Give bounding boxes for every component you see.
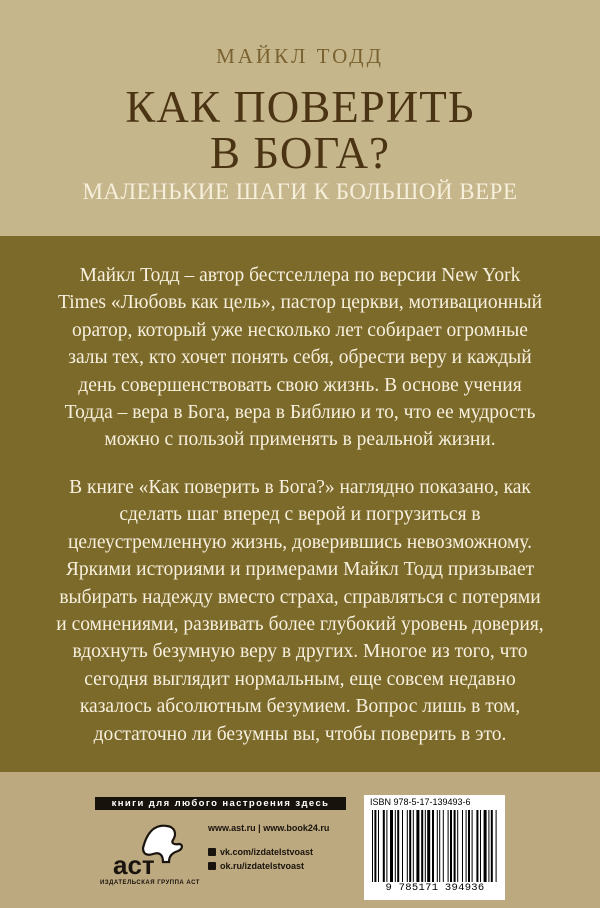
ok-link-text: ok.ru/izdatelstvoast [220, 861, 305, 871]
barcode-stripe [443, 810, 444, 882]
vk-link-text: vk.com/izdatelstvoast [220, 847, 314, 857]
barcode-stripe [476, 810, 478, 882]
publisher-logo [103, 818, 187, 888]
author-name: МАЙКЛ ТОДД [216, 44, 384, 68]
barcode-stripe [454, 810, 456, 882]
ok-icon [208, 862, 216, 870]
barcode-stripe [416, 810, 419, 882]
book-title [0, 84, 600, 176]
barcode-stripe [496, 810, 497, 882]
barcode-stripe [409, 810, 411, 882]
vk-icon [208, 848, 216, 856]
barcode-stripe [466, 810, 467, 882]
barcode-digits: 9 785171 394936 [385, 882, 485, 894]
publisher-tagline: книги для любого настроения здесь [95, 797, 346, 810]
barcode-stripe [472, 810, 473, 882]
barcode-stripe [390, 810, 393, 882]
barcode-stripe [378, 810, 379, 882]
publisher-group-name: ИЗДАТЕЛЬСКАЯ ГРУППА АСТ [100, 880, 200, 886]
barcode-stripe [488, 810, 489, 882]
barcode-stripe [421, 810, 423, 882]
barcode-stripe [374, 810, 376, 882]
barcode-stripe [397, 810, 399, 882]
barcode-stripe [432, 810, 434, 882]
barcode [364, 795, 505, 900]
barcode-stripe [407, 810, 408, 882]
barcode-stripe [480, 810, 481, 882]
barcode-stripe [425, 810, 426, 882]
barcode-bars [372, 810, 500, 882]
barcode-stripe [468, 810, 470, 882]
barcode-stripe [372, 810, 373, 882]
barcode-stripe [457, 810, 458, 882]
barcode-stripe [395, 810, 396, 882]
barcode-stripe [450, 810, 452, 882]
description-paragraph-1: Майкл Тодд – автор бестселлера по версии New York Times «Любовь как цель», пастор церкви, мотивационный оратор, который уже несколько лет собирает огромные залы тех, кто хочет понять себя, обрести веру и каждый день совершенствовать свою жизнь. В основе учения Тодда – вера в Бога, вера в Библию и то, что ее мудрость можно с пользой применять в реальной жизни. [57, 265, 543, 451]
ok-link[interactable] [208, 861, 304, 871]
barcode-stripe [462, 810, 463, 882]
title-line-1: КАК ПОВЕРИТЬ [125, 82, 475, 132]
barcode-stripe [439, 810, 440, 882]
barcode-stripe [427, 810, 430, 882]
barcode-stripe [402, 810, 403, 882]
vk-link[interactable] [208, 847, 313, 857]
logo-text: аст [113, 850, 155, 880]
publisher-band [0, 772, 600, 908]
barcode-stripe [413, 810, 414, 882]
barcode-stripe [386, 810, 387, 882]
barcode-stripe [491, 810, 493, 882]
barcode-stripe [484, 810, 487, 882]
isbn-number: ISBN 978-5-17-139493-6 [370, 797, 471, 807]
title-line-2: В БОГА? [210, 128, 390, 178]
publisher-websites[interactable]: www.ast.ru | www.book24.ru [208, 823, 330, 833]
barcode-stripe [448, 810, 449, 882]
description-paragraph-2: В книге «Как поверить в Бога?» наглядно показано, как сделать шаг вперед с верой и погрузиться в целеустремленную жизнь, доверившись невозможному. Яркими историями и примерами Майкл Тодд призывает выбирать надежду вместо страха, справляться с потерями и сомнениями, развивать более глубокий уровень доверия, вдохнуть безумную веру в других. Многое из того, что сегодня выглядит нормальным, еще совсем недавно казалось абсолютным безумием. Вопрос лишь в том, достаточно ли безумны вы, чтобы поверить в это. [56, 477, 544, 745]
barcode-stripe [383, 810, 385, 882]
book-subtitle: МАЛЕНЬКИЕ ШАГИ К БОЛЬШОЙ ВЕРЕ [82, 179, 518, 204]
barcode-stripe [437, 810, 438, 882]
